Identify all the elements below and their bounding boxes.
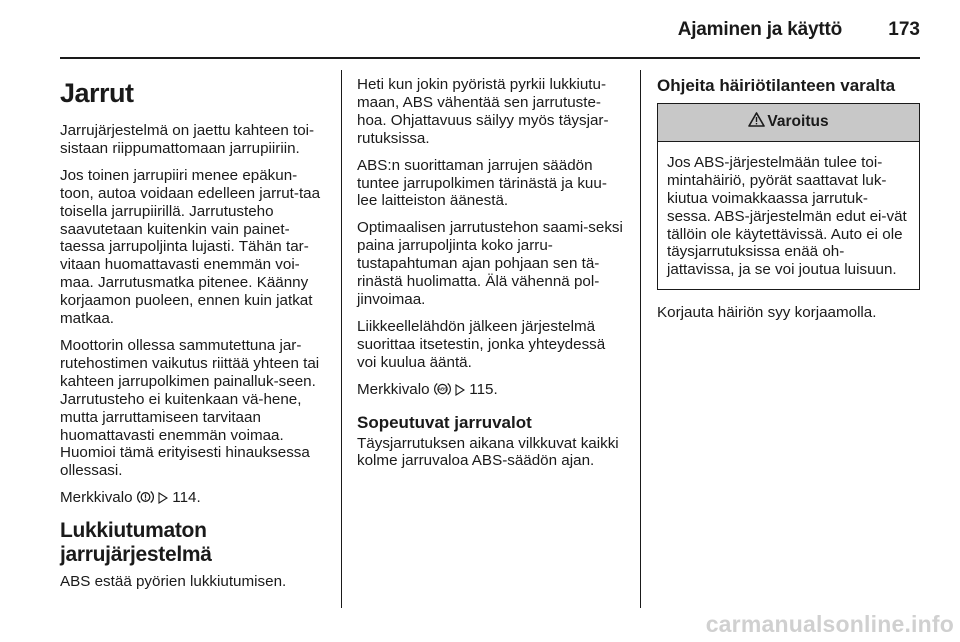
abs-warning-icon [434,382,451,401]
page-reference-icon[interactable] [455,383,465,401]
paragraph: ABS estää pyörien lukkiutumisen. [60,573,287,591]
page-reference-icon[interactable] [158,491,168,509]
section-heading-jarrut: Jarrut [60,78,134,108]
cross-reference [60,489,326,509]
running-title: Ajaminen ja käyttö [677,19,842,40]
column-divider [640,70,641,608]
column-divider [341,70,342,608]
section-heading-malfunction: Ohjeita häiriötilanteen varalta [657,76,896,95]
watermark: carmanualsonline.info [705,611,954,637]
warning-text: Jos ABS-järjestelmään tulee toi-mintahäiriö, pyörät saattavat luk-kiutua voimakkaassa jarrutuk-sessa. ABS-järjestelmän edut ei-vät tällöin ole käytettävissä. Auto ei ole täysjarrutuksissa enää oh-jattavissa, ja se voi joutua luisuun. [667,153,907,279]
column-middle [357,76,625,479]
reference-label: Merkkivalo [357,380,430,398]
reference-page[interactable]: 115. [469,380,498,398]
svg-text:ABS: ABS [437,386,447,392]
paragraph: Jos toinen jarrupiiri menee epäkun-toon, autoa voidaan edelleen jarrut-taa toisella jarrupiirillä. Jarrutusteho saavutetaan kuitenkin vain painet-taessa jarrupoljinta lujasti. Tähän tar-vitaan huomattavasti enemmän voi-maa. Jarrutusmatka pitenee. Käänny korjaamon puoleen, ennen kuin jatkat matkaa. [60,166,321,328]
section-heading-brake-lights: Sopeutuvat jarruvalot [357,412,532,432]
cross-reference [357,381,625,401]
page-number: 173 [888,19,920,40]
section-heading-abs: Lukkiutumaton jarrujärjestelmä [60,519,212,567]
reference-label: Merkkivalo [60,489,133,507]
paragraph: Heti kun jokin pyöristä pyrkii lukkiutu-maan, ABS vähentää sen jarrutuste-hoa. Ohjattavuus säilyy myös täysjar-rutuksissa. [357,76,609,147]
paragraph: Täysjarrutuksen aikana vilkkuvat kaikki kolme jarruvaloa ABS-säädön ajan. [357,434,619,470]
brake-warning-icon [137,490,154,509]
page-header [0,0,960,58]
warning-header [658,104,919,142]
paragraph: ABS:n suorittaman jarrujen säädön tuntee jarrupolkimen tärinästä ja kuu-lee laitteiston äänestä. [357,156,607,210]
reference-page[interactable]: 114. [172,489,201,507]
warning-triangle-icon [748,112,765,132]
paragraph: Moottorin ollessa sammutettuna jar-rutehostimen vaikutus riittää yhteen tai kahteen jarrupolkimen painalluk-seen. Jarrutusteho ei kuitenkaan vä-hene, mutta jarruttamiseen tarvitaan huomattavasti enemmän voimaa. Huomioi tämä erityisesti hinauksessa ollessasi. [60,336,320,480]
column-right [657,76,920,331]
warning-title: Varoitus [767,113,829,130]
paragraph: Jarrujärjestelmä on jaettu kahteen toi-sistaan riippumattomaan jarrupiiriin. [60,122,315,157]
warning-box [657,103,920,290]
paragraph: Optimaalisen jarrutustehon saami-seksi paina jarrupoljinta koko jarru-tustapahtuman ajan pohjaan sen tä-rinästä huolimatta. Älä vähennä pol-jinvoimaa. [357,219,623,308]
header-rule [60,57,920,59]
paragraph: Korjauta häiriön syy korjaamolla. [657,304,877,322]
paragraph: Liikkeellelähdön jälkeen järjestelmä suorittaa itsetestin, jonka yhteydessä voi kuulua ääntä. [357,317,606,371]
column-left [60,73,326,600]
